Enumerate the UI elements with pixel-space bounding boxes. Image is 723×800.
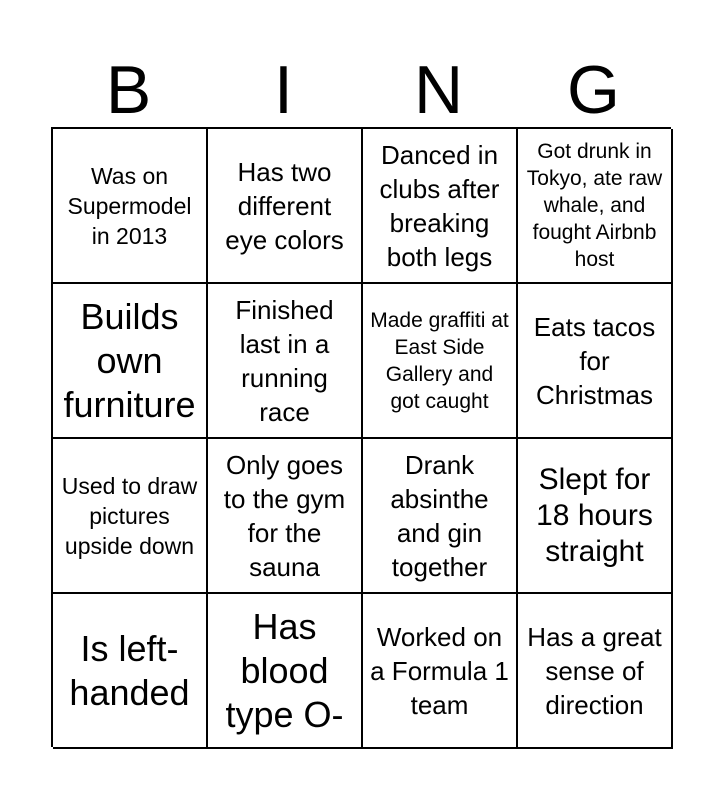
bingo-cell-r1c4[interactable] <box>518 129 673 284</box>
bingo-cell-r3c1[interactable] <box>53 439 208 594</box>
bingo-cell-text: Finished last in a running race <box>235 294 334 427</box>
bingo-cell-r2c3[interactable] <box>363 284 518 439</box>
bingo-cell-text: Has two different eye colors <box>225 156 344 255</box>
bingo-cell-r1c3[interactable] <box>363 129 518 284</box>
header-letter-n: N <box>413 52 464 128</box>
bingo-cell-r2c1[interactable] <box>53 284 208 439</box>
bingo-cell-r4c2[interactable] <box>208 594 363 749</box>
header-letter-g: G <box>567 52 620 128</box>
bingo-cell-r2c2[interactable] <box>208 284 363 439</box>
bingo-cell-r4c4[interactable] <box>518 594 673 749</box>
bingo-cell-text: Eats tacos for Christmas <box>533 311 656 410</box>
bingo-cell-text: Got drunk in Tokyo, ate raw whale, and fought Airbnb host <box>526 140 663 271</box>
bingo-cell-text: Only goes to the gym for the sauna <box>223 449 346 582</box>
bingo-cell-text: Is left-handed <box>69 627 190 713</box>
bingo-cell-text: Has a great sense of direction <box>527 621 662 720</box>
header-letter-i: I <box>274 52 293 128</box>
bingo-cell-text: Builds own furniture <box>63 295 196 425</box>
header-letter-b: B <box>105 52 152 128</box>
bingo-cell-text: Drank absinthe and gin together <box>390 449 489 582</box>
bingo-cell-text: Worked on a Formula 1 team <box>370 621 509 720</box>
bingo-header <box>51 52 671 128</box>
bingo-cell-r4c3[interactable] <box>363 594 518 749</box>
bingo-cell-text: Has blood type O- <box>225 605 344 735</box>
bingo-cell-r1c2[interactable] <box>208 129 363 284</box>
bingo-cell-r1c1[interactable] <box>53 129 208 284</box>
bingo-cell-text: Was on Supermodel in 2013 <box>67 162 192 249</box>
bingo-cell-text: Danced in clubs after breaking both legs <box>379 139 500 272</box>
bingo-cell-text: Made graffiti at East Side Gallery and got caught <box>370 308 509 413</box>
bingo-cell-r2c4[interactable] <box>518 284 673 439</box>
bingo-cell-r3c3[interactable] <box>363 439 518 594</box>
bingo-cell-r3c2[interactable] <box>208 439 363 594</box>
bingo-board <box>51 127 671 747</box>
bingo-cell-text: Slept for 18 hours straight <box>536 462 653 568</box>
bingo-cell-text: Used to draw pictures upside down <box>61 472 198 559</box>
bingo-cell-r4c1[interactable] <box>53 594 208 749</box>
bingo-cell-r3c4[interactable] <box>518 439 673 594</box>
